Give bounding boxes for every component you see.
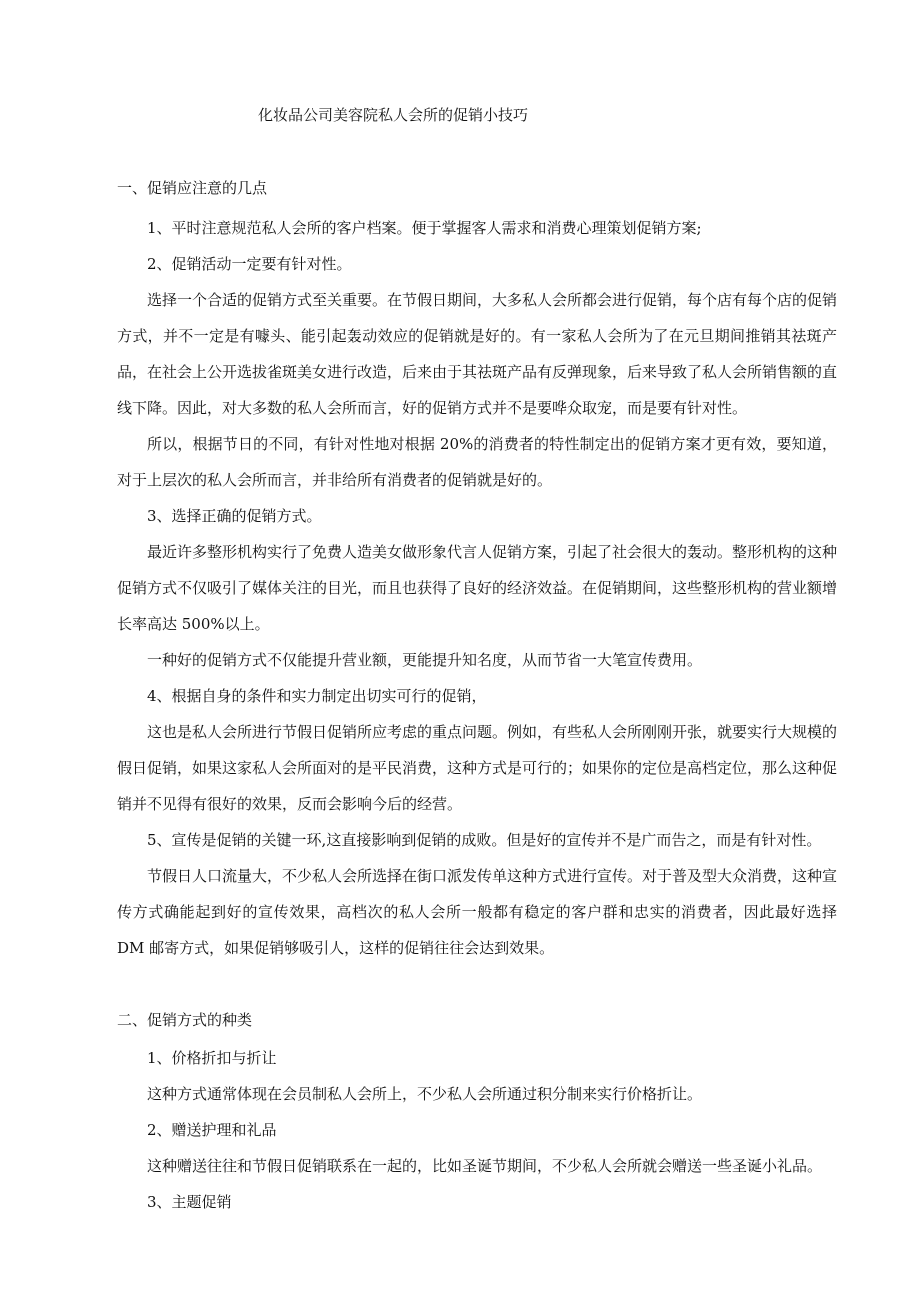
section1-para5: 这也是私人会所进行节假日促销所应考虑的重点问题。例如，有些私人会所刚刚开张，就要实行大规模的假日促销，如果这家私人会所面对的是平民消费，这种方式是可行的；如果你的定位是高档定位，那么这种促销并不见得有很好的效果，反而会影响今后的经营。 [117,723,838,813]
section1-para2: 所以，根据节日的不同，有针对性地对根据 20%的消费者的特性制定出的促销方案才更有效，要知道，对于上层次的私人会所而言，并非给所有消费者的促销就是好的。 [117,435,837,489]
section1-heading: 一、促销应注意的几点 [117,179,268,197]
section2-heading: 二、促销方式的种类 [117,1011,253,1029]
section2-para2: 这种赠送往往和节假日促销联系在一起的，比如圣诞节期间，不少私人会所就会赠送一些圣诞小礼品。 [147,1157,823,1175]
section1-item1: 1、平时注意规范私人会所的客户档案。便于掌握客人需求和消费心理策划促销方案; [147,219,702,237]
section1-item2: 2、促销活动一定要有针对性。 [147,255,352,273]
section1-para1: 选择一个合适的促销方式至关重要。在节假日期间，大多私人会所都会进行促销，每个店有每个店的促销方式，并不一定是有噱头、能引起轰动效应的促销就是好的。有一家私人会所为了在元旦期间推销其祛斑产品，在社会上公开选拔雀斑美女进行改造，后来由于其祛斑产品有反弹现象，后来导致了私人会所销售额的直线下降。因此，对大多数的私人会所而言，好的促销方式并不是要哗众取宠，而是要有针对性。 [117,291,838,417]
section2-item2: 2、赠送护理和礼品 [147,1121,277,1139]
section1-item5: 5、宣传是促销的关键一环,这直接影响到促销的成败。但是好的宣传并不是广而告之，而是有针对性。 [147,831,822,849]
section2-item3: 3、主题促销 [147,1193,232,1211]
section2-para1: 这种方式通常体现在会员制私人会所上，不少私人会所通过积分制来实行价格折让。 [147,1085,703,1103]
section2-item1: 1、价格折扣与折让 [147,1049,277,1067]
section1-para3: 最近许多整形机构实行了免费人造美女做形象代言人促销方案，引起了社会很大的轰动。整形机构的这种促销方式不仅吸引了媒体关注的目光，而且也获得了良好的经济效益。在促销期间，这些整形机构的营业额增长率高达 500%以上。 [117,543,838,633]
section1-item4: 4、根据自身的条件和实力制定出切实可行的促销， [147,687,487,705]
document-title: 化妆品公司美容院私人会所的促销小技巧 [258,106,529,124]
section1-para6: 节假日人口流量大，不少私人会所选择在街口派发传单这种方式进行宣传。对于普及型大众消费，这种宣传方式确能起到好的宣传效果，高档次的私人会所一般都有稳定的客户群和忠实的消费者，因此最好选择 DM 邮寄方式，如果促销够吸引人，这样的促销往往会达到效果。 [117,867,838,957]
section1-para4: 一种好的促销方式不仅能提升营业额，更能提升知名度，从而节省一大笔宣传费用。 [147,651,703,669]
section1-item3: 3、选择正确的促销方式。 [147,507,322,525]
